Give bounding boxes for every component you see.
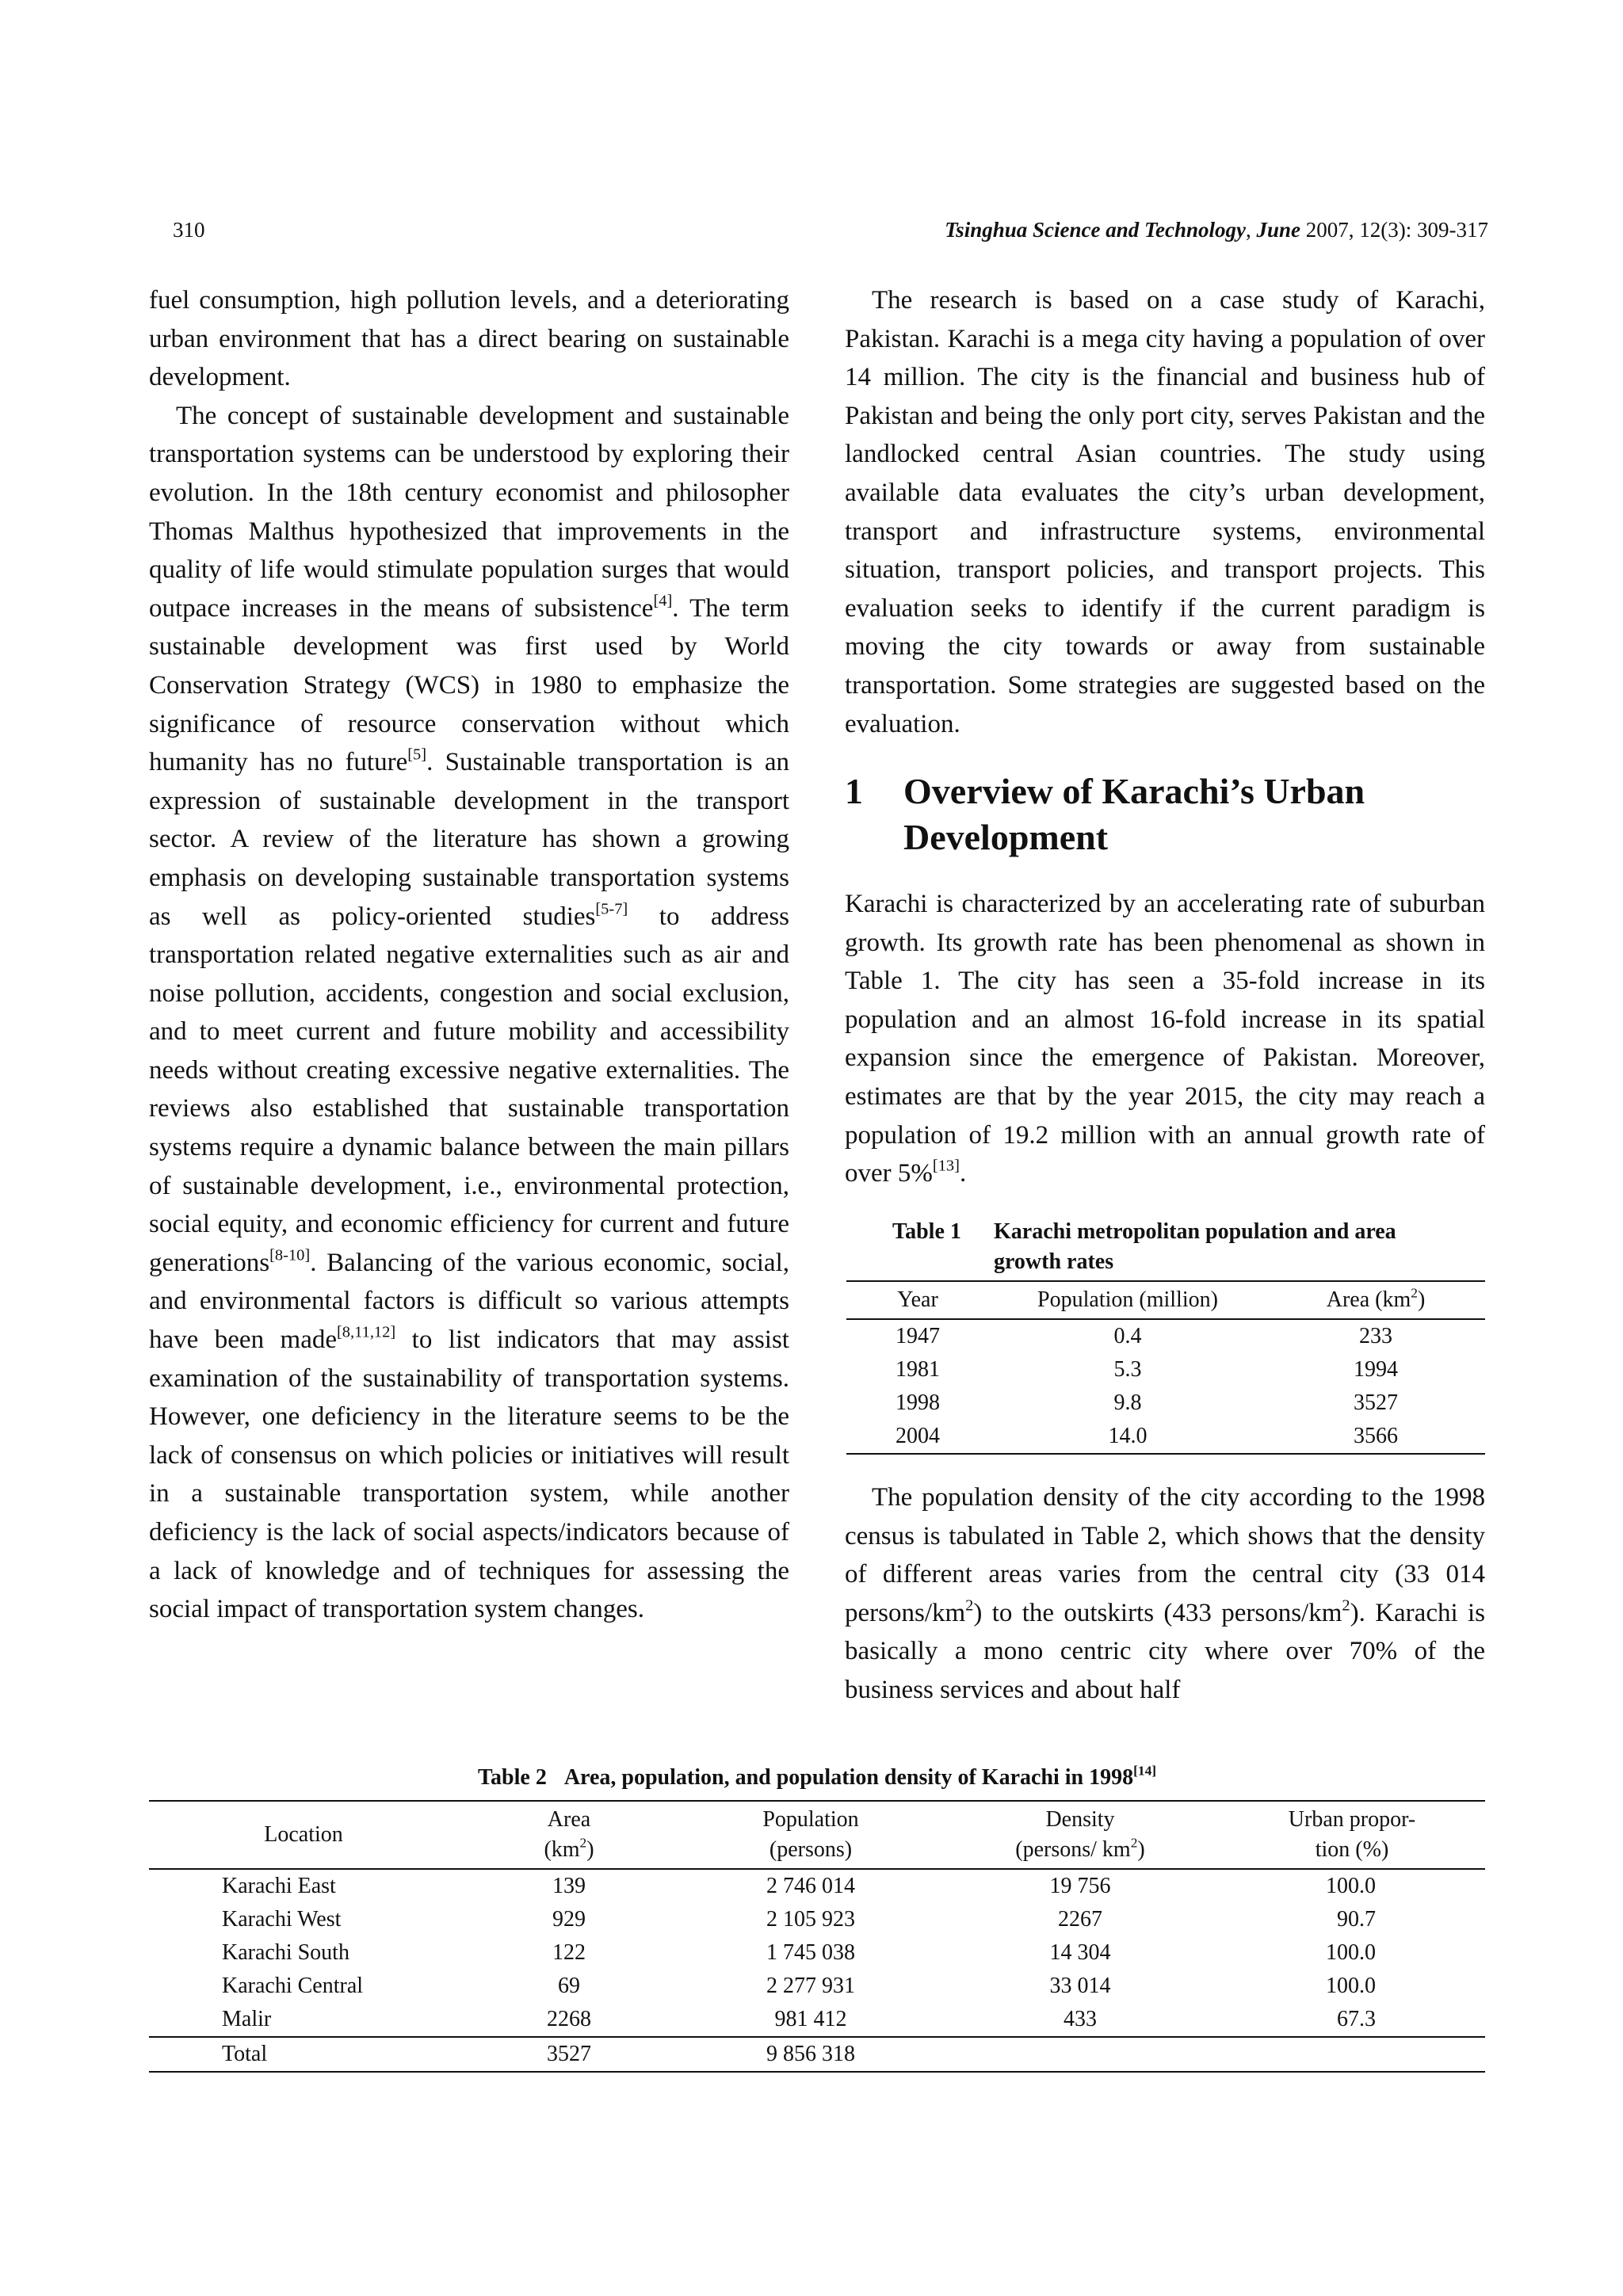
table1-caption-text: Karachi metropolitan population and area growth rates	[994, 1219, 1396, 1274]
citation-ref: [5]	[407, 746, 427, 764]
table2-label: Table 2	[477, 1765, 547, 1790]
running-header	[945, 215, 1488, 244]
section-heading	[845, 769, 1485, 860]
table1-header-area: Area $(km^2)$	[1266, 1281, 1485, 1319]
section-body	[845, 885, 1485, 1193]
section-number: 1	[845, 771, 863, 811]
section-title-line1: Overview of Karachi’s Urban	[903, 771, 1365, 811]
table-row: 1981 5.3 1994	[896, 1357, 1398, 1382]
table2-header-row	[149, 1801, 1485, 1869]
table1-caption	[892, 1217, 1479, 1277]
paragraph: Karachi is characterized by an accelerating rate of suburban growth. Its growth rate has been phenomenal as shown in Table 1. The city has seen a 35-fold increase in its population and an almost 16-fold increase in its spatial expansion since the emergence of Pakistan. Moreover, estimates are that by the year 2015, the city may reach a population of 19.2 million with an annual growth rate of over 5%[13].	[845, 890, 1485, 1188]
table2-caption-text: Area, population, and population density of Karachi in 1998	[563, 1765, 1134, 1790]
table-row: Karachi Central 69 2 277 931 33 014 100.0	[222, 1974, 1376, 1998]
citation-ref: [13]	[932, 1157, 960, 1175]
citation-ref: [5-7]	[595, 900, 628, 918]
paragraph: fuel consumption, high pollution levels, and a deteriorating urban environment that has a direct bearing on sustainable development.	[149, 286, 789, 392]
table2-header-density: Density (persons/ $km^2$)	[941, 1801, 1219, 1869]
table-row: Malir 2268 981 412 433 67.3	[222, 2007, 1376, 2031]
table-row: 1947 0.4 233	[896, 1324, 1392, 1348]
table-row: Karachi East 139 2 746 014 19 756 100.0	[222, 1874, 1376, 1898]
citation-ref: [4]	[653, 592, 673, 610]
left-column	[149, 281, 789, 1629]
table-row: Karachi South 122 1 745 038 14 304 100.0	[222, 1940, 1376, 1965]
table-row: 2004 14.0 3566	[846, 1420, 1485, 1454]
table2-caption	[149, 1763, 1485, 1793]
table1-header-row	[846, 1281, 1485, 1319]
header-separator: ,	[1245, 218, 1257, 242]
table1-header-population: Population (million)	[989, 1281, 1266, 1319]
table-row: Karachi West 929 2 105 923 2267 90.7	[222, 1907, 1376, 1932]
table1-header-year: Year	[846, 1281, 989, 1319]
table2-header-area: Area $(km^2)$	[458, 1801, 680, 1869]
table2-header-urban: Urban propor- tion (%)	[1219, 1801, 1485, 1869]
journal-name: Tsinghua Science and Technology	[945, 218, 1246, 242]
paragraph: The research is based on a case study of Karachi, Pakistan. Karachi is a mega city having a population of over 14 million. The city is the financial and business hub of Pakistan and being the only port city, serves Pakistan and the landlocked central Asian countries. The study using available data evaluates the city’s urban development, transport and infrastructure systems, environmental situation, transport policies, and transport projects. This evaluation seeks to identify if the current paradigm is moving the city towards or away from sustainable transportation. Some strategies are suggested based on the evaluation.	[845, 286, 1485, 738]
section-title-line2: Development	[903, 817, 1109, 857]
table2	[149, 1800, 1485, 2073]
table-row: 1998 9.8 3527	[896, 1390, 1398, 1415]
citation-ref: [14]	[1133, 1763, 1157, 1779]
table2-total-row: Total 3527 9 856 318	[149, 2037, 1485, 2072]
page-number: 310	[173, 218, 205, 242]
citation-ref: [8-10]	[269, 1246, 311, 1264]
paragraph: The concept of sustainable development and sustainable transportation systems can be understood by exploring their evolution. In the 18th century economist and philosopher Thomas Malthus hypothesized that improvements in the quality of life would stimulate population surges that would outpace increases in the means of subsistence[4]. The term sustainable development was first used by World Conservation Strategy (WCS) in 1980 to emphasize the significance of resource conservation without which humanity has no future[5]. Sustainable transportation is an expression of sustainable development in the transport sector. A review of the literature has shown a growing emphasis on developing sustainable transportation systems as well as policy-oriented studies[5-7] to address transportation related negative externalities such as air and noise pollution, accidents, congestion and social exclusion, and to meet current and future mobility and accessibility needs without creating excessive negative externalities. The reviews also established that sustainable transportation systems require a dynamic balance between the main pillars of sustainable development, i.e., environmental protection, social equity, and economic efficiency for current and future generations[8-10]. Balancing of the various economic, social, and environmental factors is difficult so various attempts have been made[8,11,12] to list indicators that may assist examination of the sustainability of transportation systems. However, one deficiency in the literature seems to be the lack of consensus on which policies or initiatives will result in a sustainable transportation system, while another deficiency is the lack of social aspects/indicators because of a lack of knowledge and of techniques for assessing the social impact of transportation system changes.	[149, 401, 790, 1624]
issue-month: June	[1256, 218, 1301, 242]
paragraph: The population density of the city according to the 1998 census is tabulated in Table 2, which shows that the density of different areas varies from the central city (33 014 persons/$km^2$) to the outskirts (433 persons/$km^2$). Karachi is basically a mono centric city where over 70% of the business services and about half	[845, 1483, 1485, 1704]
citation-ref: [8,11,12]	[337, 1323, 396, 1341]
issue-citation: 2007, 12(3): 309-317	[1300, 218, 1488, 242]
table1-label: Table 1	[892, 1219, 961, 1244]
table2-header-population: Population (persons)	[680, 1801, 941, 1869]
table1	[846, 1280, 1485, 1455]
right-column-continued	[845, 1478, 1485, 1710]
right-column	[845, 281, 1485, 743]
table2-header-location: Location	[149, 1801, 458, 1869]
